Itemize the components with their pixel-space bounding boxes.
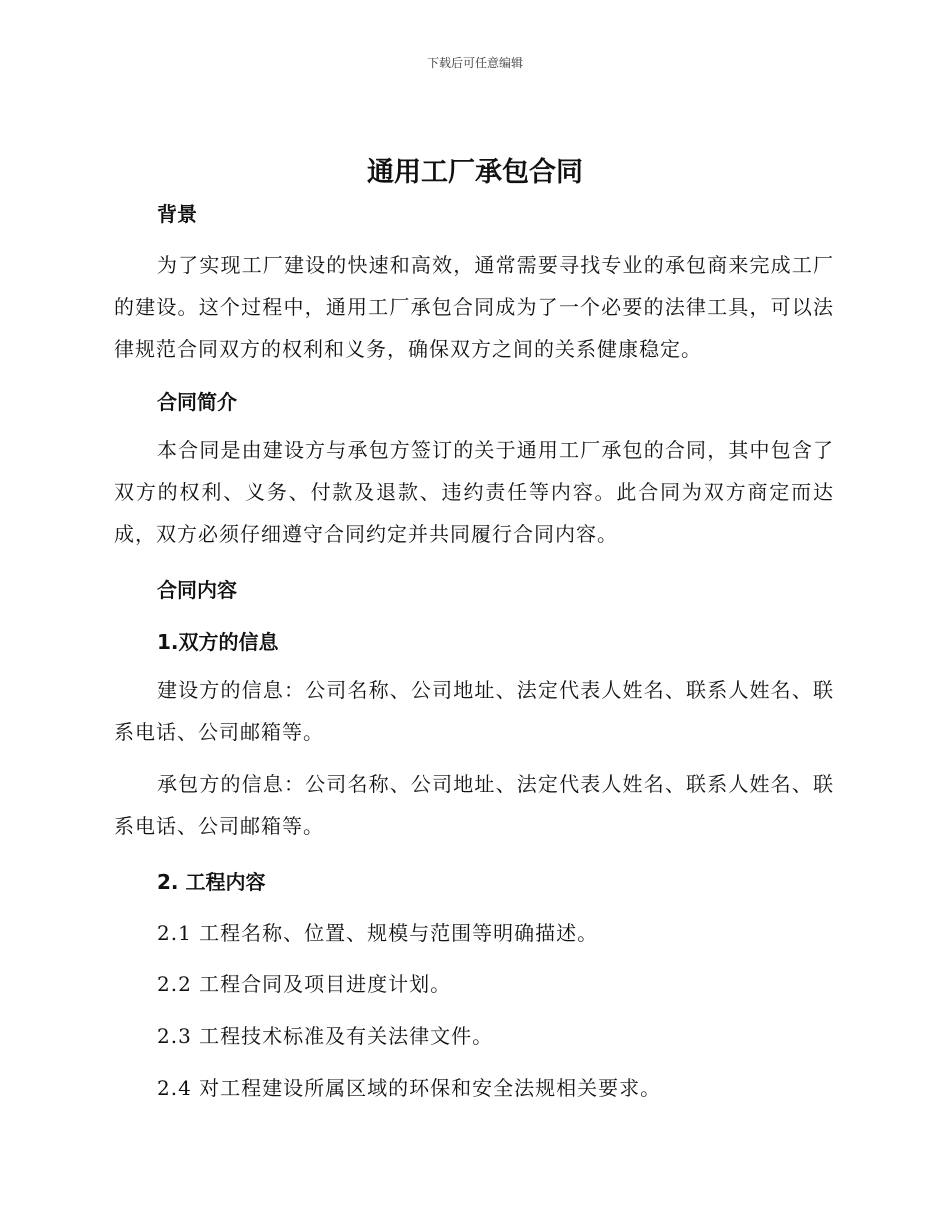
- document-title: 通用工厂承包合同: [367, 157, 583, 188]
- subsection-heading-parties: 1.双方的信息: [157, 630, 279, 654]
- section-heading-background: 背景: [157, 202, 197, 226]
- project-item: 2.3 工程技术标准及有关法律文件。: [157, 1024, 494, 1048]
- page-header-note: 下载后可任意编辑: [426, 56, 523, 70]
- section-heading-intro: 合同简介: [157, 390, 237, 414]
- intro-paragraph: 本合同是由建设方与承包方签订的关于通用工厂承包的合同，其中包含了双方的权利、义务、付款及退款、违约责任等内容。此合同为双方商定而达成，双方必须仔细遵守合同约定并共同履行合同内容。: [114, 438, 834, 546]
- section-heading-content: 合同内容: [157, 578, 237, 602]
- background-paragraph: 为了实现工厂建设的快速和高效，通常需要寻找专业的承包商来完成工厂的建设。这个过程中，通用工厂承包合同成为了一个必要的法律工具，可以法律规范合同双方的权利和义务，确保双方之间的关系健康稳定。: [114, 253, 834, 361]
- contractor-info-paragraph: 承包方的信息：公司名称、公司地址、法定代表人姓名、联系人姓名、联系电话、公司邮箱等。: [114, 772, 834, 838]
- project-item: 2.2 工程合同及项目进度计划。: [157, 972, 452, 996]
- project-item: 2.1 工程名称、位置、规模与范围等明确描述。: [157, 921, 599, 945]
- project-item: 2.4 对工程建设所属区域的环保和安全法规相关要求。: [157, 1076, 662, 1100]
- builder-info-paragraph: 建设方的信息：公司名称、公司地址、法定代表人姓名、联系人姓名、联系电话、公司邮箱等。: [114, 678, 834, 744]
- subsection-heading-project: 2. 工程内容: [157, 870, 266, 894]
